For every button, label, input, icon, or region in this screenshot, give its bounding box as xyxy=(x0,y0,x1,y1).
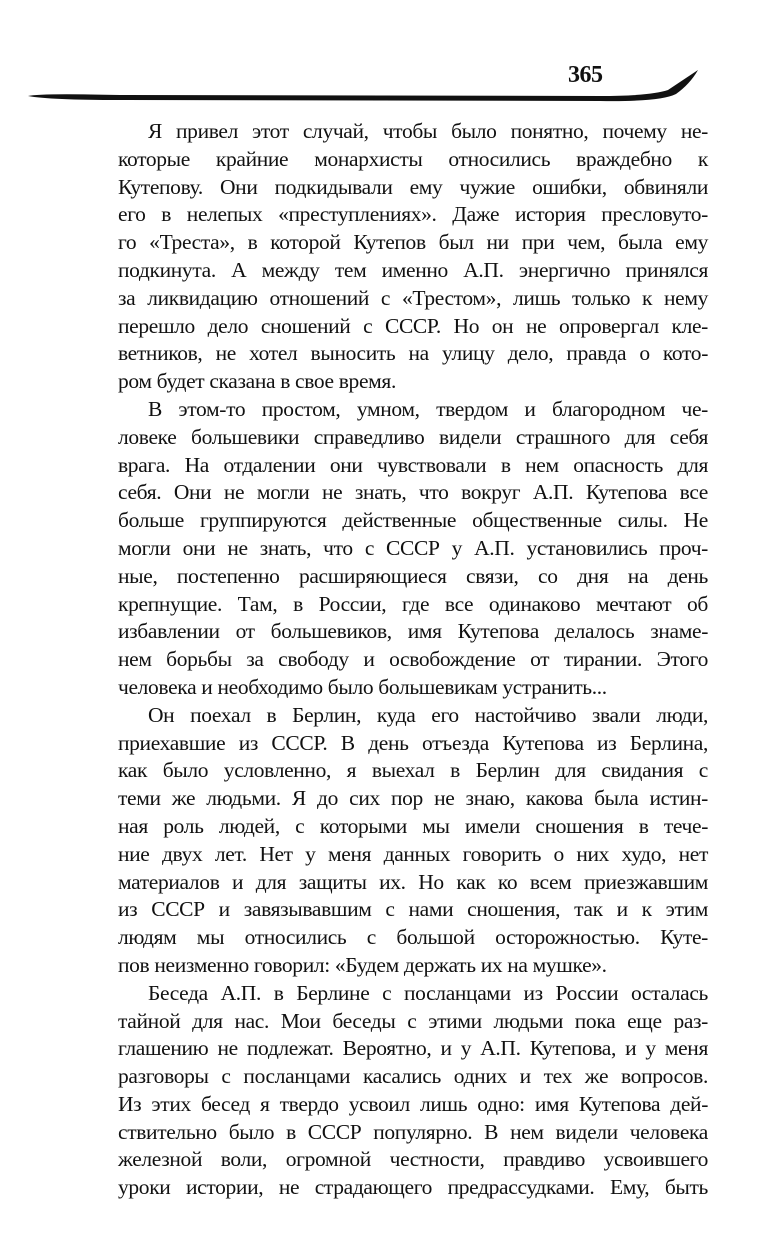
text-line: ная роль людей, с которыми мы имели сношения в тече- xyxy=(118,813,708,838)
text-line: ром будет сказана в свое время. xyxy=(118,369,396,394)
text-line: подкинута. А между тем именно А.П. энергично принялся xyxy=(118,257,708,282)
page-number: 365 xyxy=(568,62,603,88)
text-line: больше группируются действенные общественные силы. Не xyxy=(118,508,708,533)
text-line: глашению не подлежат. Вероятно, и у А.П. Кутепова, и у меня xyxy=(118,1036,708,1061)
text-line: Беседа А.П. в Берлине с посланцами из России осталась xyxy=(148,980,708,1005)
text-line: ние двух лет. Нет у меня данных говорить о них худо, нет xyxy=(118,841,708,866)
text-line: ветников, не хотел выносить на улицу дело, правда о кото- xyxy=(118,341,708,366)
text-line: ствительно было в СССР популярно. В нем видели человека xyxy=(118,1119,708,1144)
text-line: В этом-то простом, умном, твердом и благородном че- xyxy=(148,396,708,421)
text-line: материалов и для защиты их. Но как ко всем приезжавшим xyxy=(118,869,708,894)
text-line: Кутепову. Они подкидывали ему чужие ошибки, обвиняли xyxy=(118,174,708,199)
text-line: за ликвидацию отношений с «Трестом», лишь только к нему xyxy=(118,285,708,310)
text-line: теми же людьми. Я до сих пор не знаю, какова была истин- xyxy=(118,786,708,811)
text-line: Из этих бесед я твердо усвоил лишь одно: имя Кутепова дей- xyxy=(118,1091,708,1116)
text-line: разговоры с посланцами касались одних и тех же вопросов. xyxy=(118,1064,708,1089)
header-rule-ornament xyxy=(0,60,782,110)
text-line: его в нелепых «преступлениях». Даже история пресловуто- xyxy=(118,202,708,227)
text-line: пов неизменно говорил: «Будем держать их на мушке». xyxy=(118,952,607,977)
text-line: перешло дело сношений с СССР. Но он не опровергал кле- xyxy=(118,313,708,338)
text-line: го «Треста», в которой Кутепов был ни при чем, была ему xyxy=(118,230,708,255)
text-line: из СССР и завязывавшим с нами сношения, так и к этим xyxy=(118,897,708,922)
text-line: людям мы относились с большой осторожностью. Куте- xyxy=(118,925,708,950)
running-header xyxy=(0,0,782,110)
body-text xyxy=(118,118,708,1202)
paragraph xyxy=(118,396,708,702)
text-line: ловеке большевики справедливо видели страшного для себя xyxy=(118,424,708,449)
paragraph xyxy=(118,118,708,396)
text-line: ные, постепенно расширяющиеся связи, со дня на день xyxy=(118,563,708,588)
text-line: Он поехал в Берлин, куда его настойчиво звали люди, xyxy=(148,702,708,727)
text-line: человека и необходимо было большевикам устранить... xyxy=(118,674,607,699)
paragraph xyxy=(118,702,708,980)
text-line: себя. Они не могли не знать, что вокруг А.П. Кутепова все xyxy=(118,480,708,505)
text-line: нем борьбы за свободу и освобождение от тирании. Этого xyxy=(118,647,708,672)
text-line: уроки истории, не страдающего предрассудками. Ему, быть xyxy=(118,1175,708,1200)
text-line: тайной для нас. Мои беседы с этими людьми пока еще раз- xyxy=(118,1008,708,1033)
text-line: избавлении от большевиков, имя Кутепова делалось знаме- xyxy=(118,619,708,644)
text-line: крепнущие. Там, в России, где все одинаково мечтают об xyxy=(118,591,708,616)
text-line: могли они не знать, что с СССР у А.П. установились проч- xyxy=(118,535,708,560)
text-line: приехавшие из СССР. В день отъезда Кутепова из Берлина, xyxy=(118,730,708,755)
text-line: которые крайние монархисты относились враждебно к xyxy=(118,146,708,171)
text-line: как было условленно, я выехал в Берлин для свидания с xyxy=(118,758,708,783)
text-line: Я привел этот случай, чтобы было понятно, почему не- xyxy=(148,119,708,143)
paragraph xyxy=(118,980,708,1202)
text-line: врага. На отдалении они чувствовали в нем опасность для xyxy=(118,452,708,477)
text-line: железной воли, огромной честности, правдиво усвоившего xyxy=(118,1147,708,1172)
